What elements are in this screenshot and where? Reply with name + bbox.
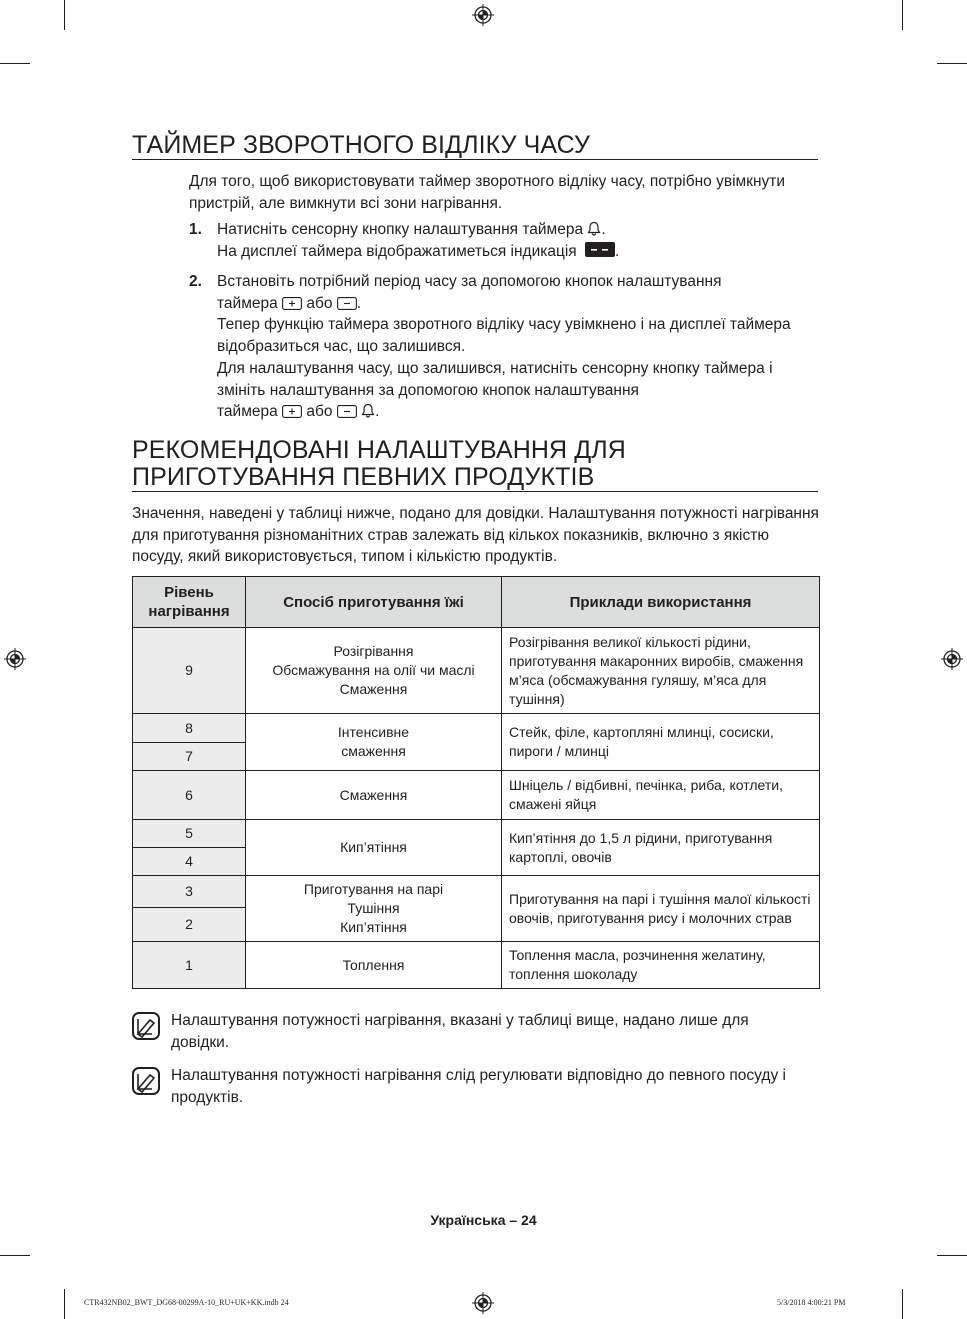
crop-mark <box>64 1289 65 1319</box>
dash-display-icon <box>585 242 615 257</box>
page-number: Українська – 24 <box>430 1212 537 1228</box>
step-2: 2. Встановіть потрібний період часу за допомогою кнопок налаштування таймера або . Тепер функцію таймера зворотного відліку часу увімкнено і на дисплеї таймера відобразиться час, що залишився. Для налаштування часу, що залишився, натисніть сенсорну кнопку таймера і змініть налаштування за допомогою кнопок налаштування таймера або . <box>189 271 819 423</box>
examples-cell: Розігрівання великої кількості рідини, приготування макаронних виробів, смаження м’яса (обсмажування гуляшу, м’яса для тушіння) <box>502 628 820 714</box>
step-2-paragraph-3: Для налаштування часу, що залишився, натисніть сенсорну кнопку таймера і змініть налаштування за допомогою кнопок налаштування <box>217 359 773 399</box>
bell-icon <box>587 221 601 236</box>
section-title-line-2: ПРИГОТУВАННЯ ПЕВНИХ ПРОДУКТІВ <box>132 463 595 491</box>
examples-cell: Приготування на парі і тушіння малої кількості овочів, приготування рису і молочних страв <box>502 876 820 942</box>
header-examples: Приклади використання <box>502 577 820 628</box>
level-cell: 7 <box>133 743 246 771</box>
section-title-line-1: РЕКОМЕНДОВАНІ НАЛАШТУВАННЯ ДЛЯ <box>132 436 626 464</box>
note-text: Налаштування потужності нагрівання, вказані у таблиці вище, надано лише для довідки. <box>171 1012 749 1051</box>
method-cell: Смаження <box>246 771 502 820</box>
method-cell: Інтенсивне смаження <box>246 714 502 771</box>
step-1: 1. Натисніть сенсорну кнопку налаштування таймера . На дисплеї таймера відображатиметься індикація . <box>189 221 620 260</box>
method-cell: Кип’ятіння <box>246 820 502 876</box>
table-row <box>133 714 820 743</box>
crop-mark <box>937 63 967 64</box>
step-number: 1. <box>189 221 202 238</box>
recommended-intro: Значення, наведені у таблиці нижче, подано для довідки. Налаштування потужності нагрівання для приготування різноманітних страв залежать від кількох показників, включно з якістю посуду, який використовується, типом і кількістю продуктів. <box>132 505 819 566</box>
title-underline <box>132 159 818 160</box>
level-cell: 6 <box>133 771 246 820</box>
section-title-recommended <box>132 437 626 491</box>
step-1-line-2: На дисплеї таймера відображатиметься індикація <box>217 242 577 260</box>
step-number: 2. <box>189 273 202 290</box>
header-level: Рівень нагрівання <box>133 577 246 628</box>
slug-date: 5/3/2018 4:00:21 PM <box>777 1298 846 1307</box>
method-cell: Топлення <box>246 942 502 989</box>
note-text: Налаштування потужності нагрівання слід регулювати відповідно до певного посуду і продуктів. <box>171 1067 786 1106</box>
registration-mark-icon <box>4 648 26 670</box>
crop-mark <box>0 63 30 64</box>
registration-mark-icon <box>472 4 494 26</box>
bell-icon <box>361 403 375 418</box>
examples-cell: Кип’ятіння до 1,5 л рідини, приготування картоплі, овочів <box>502 820 820 876</box>
table-row <box>133 876 820 908</box>
table-row <box>133 628 820 714</box>
crop-mark <box>902 0 903 30</box>
method-cell: Приготування на парі Тушіння Кип’ятіння <box>246 876 502 942</box>
table-row <box>133 942 820 989</box>
table-row <box>133 820 820 848</box>
level-cell: 2 <box>133 908 246 942</box>
examples-cell: Шніцель / відбивні, печінка, риба, котлети, смажені яйця <box>502 771 820 820</box>
step-2-last-line: таймера <box>217 403 278 421</box>
step-2-line-1: Встановіть потрібний період часу за допомогою кнопок налаштування <box>217 273 722 290</box>
step-1-line-1: Натисніть сенсорну кнопку налаштування таймера <box>217 221 584 238</box>
examples-cell: Топлення масла, розчинення желатину, топлення шоколаду <box>502 942 820 989</box>
note-icon <box>132 1067 160 1095</box>
plus-button-icon <box>282 405 302 418</box>
header-method: Спосіб приготування їжі <box>246 577 502 628</box>
step-2-line-2: таймера <box>217 294 278 312</box>
slug-file: CTR432NB02_BWT_DG68-00299A-10_RU+UK+KK.indb 24 <box>84 1298 289 1307</box>
title-underline <box>132 491 818 492</box>
minus-button-icon <box>337 297 357 310</box>
note-icon <box>132 1012 160 1040</box>
or-word: або <box>306 294 333 312</box>
level-cell: 3 <box>133 876 246 908</box>
level-cell: 1 <box>133 942 246 989</box>
table-row <box>133 771 820 820</box>
crop-mark <box>902 1289 903 1319</box>
crop-mark <box>64 0 65 30</box>
step-2-paragraph-2: Тепер функцію таймера зворотного відліку часу увімкнено і на дисплеї таймера відобразиться час, що залишився. <box>217 316 791 356</box>
note-1 <box>132 1010 818 1056</box>
level-cell: 9 <box>133 628 246 714</box>
crop-mark <box>0 1255 30 1256</box>
note-2 <box>132 1065 818 1111</box>
heating-levels-table <box>132 576 820 989</box>
section-title-timer: ТАЙМЕР ЗВОРОТНОГО ВІДЛІКУ ЧАСУ <box>132 131 590 159</box>
crop-mark <box>937 1255 967 1256</box>
registration-mark-icon <box>941 648 963 670</box>
level-cell: 5 <box>133 820 246 848</box>
plus-button-icon <box>282 297 302 310</box>
table-header-row <box>133 577 820 628</box>
level-cell: 4 <box>133 848 246 876</box>
registration-mark-icon <box>472 1292 494 1314</box>
level-cell: 8 <box>133 714 246 743</box>
or-word: або <box>306 403 333 421</box>
method-cell: Розігрівання Обсмажування на олії чи маслі Смаження <box>246 628 502 714</box>
timer-intro: Для того, щоб використовувати таймер зворотного відліку часу, потрібно увімкнути пристрій, але вимкнути всі зони нагрівання. <box>189 173 786 212</box>
minus-button-icon <box>337 405 357 418</box>
examples-cell: Стейк, філе, картопляні млинці, сосиски, пироги / млинці <box>502 714 820 771</box>
